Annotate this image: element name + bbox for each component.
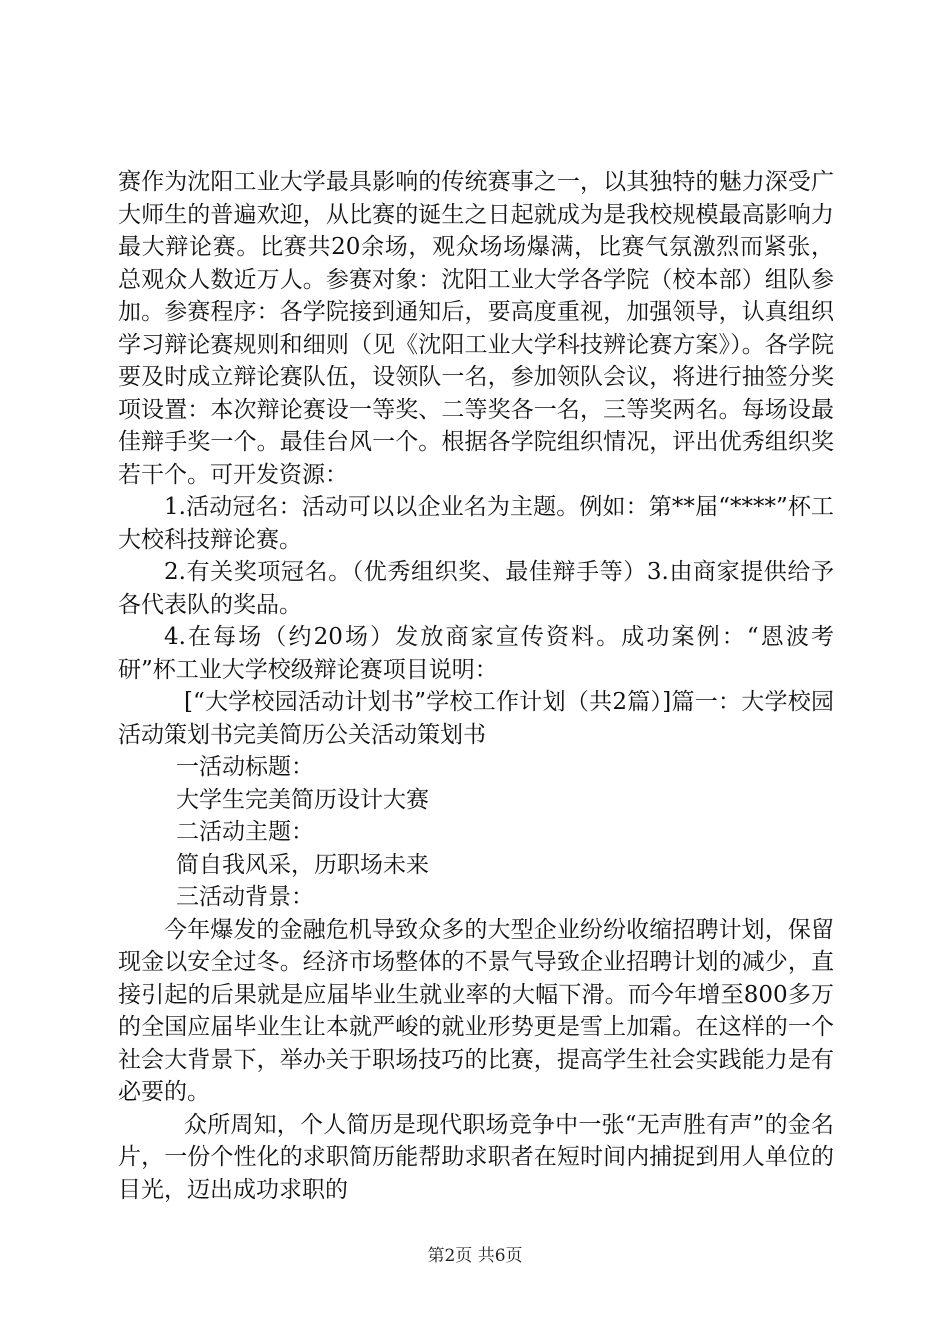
- paragraph-resource-1: 1.活动冠名：活动可以以企业名为主题。例如：第**届“****”杯工大校科技辩论赛。: [118, 494, 834, 553]
- section-heading-theme: 二活动主题：: [176, 819, 314, 845]
- paragraph-debate-overview: 赛作为沈阳工业大学最具影响的传统赛事之一，以其独特的魅力深受广大师生的普遍欢迎，从比赛的诞生之日起就成为是我校规模最高影响力最大辩论赛。比赛共20余场，观众场场爆满，比赛气氛激烈而紧张，总观众人数近万人。参赛对象：沈阳工业大学各学院（校本部）组队参加。参赛程序：各学院接到通知后，要高度重视，加强领导，认真组织学习辩论赛规则和细则（见《沈阳工业大学科技辨论赛方案》）。各学院要及时成立辩论赛队伍，设领队一名，参加领队会议，将进行抽签分奖项设置：本次辩论赛设一等奖、二等奖各一名，三等奖两名。每场设最佳辩手奖一个。最佳台风一个。根据各学院组织情况，评出优秀组织奖若干个。可开发资源：: [118, 169, 834, 488]
- section-heading-background: 三活动背景：: [176, 884, 314, 910]
- paragraph-resource-4: 4.在每场（约20场）发放商家宣传资料。成功案例：“恩波考研”杯工业大学校级辩论赛项目说明：: [118, 624, 834, 683]
- paragraph-background: 今年爆发的金融危机导致众多的大型企业纷纷收缩招聘计划，保留现金以安全过冬。经济市场整体的不景气导致企业招聘计划的减少，直接引起的后果就是应届毕业生就业率的大幅下滑。而今年增至800多万的全国应届毕业生让本就严峻的就业形势更是雪上加霜。在这样的一个社会大背景下，举办关于职场技巧的比赛，提高学生社会实践能力是有必要的。: [118, 916, 834, 1105]
- activity-title: 大学生完美简历设计大赛: [176, 786, 429, 813]
- activity-theme: 简自我风采，历职场未来: [176, 851, 429, 878]
- paragraph-plan-heading: [“大学校园活动计划书”学校工作计划（共2篇）]篇一：大学校园活动策划书完美简历公关活动策划书: [118, 689, 834, 748]
- paragraph-resource-2-3: 2.有关奖项冠名。（优秀组织奖、最佳辩手等）3.由商家提供给予各代表队的奖品。: [118, 559, 834, 618]
- document-body: [118, 166, 834, 1206]
- page-number-footer: 第2页 共6页: [427, 1246, 523, 1266]
- section-heading-title: 一活动标题：: [176, 754, 314, 780]
- paragraph-resume-intro: 众所周知，个人简历是现代职场竞争中一张“无声胜有声”的金名片，一份个性化的求职简历能帮助求职者在短时间内捕捉到用人单位的目光，迈出成功求职的: [118, 1111, 834, 1203]
